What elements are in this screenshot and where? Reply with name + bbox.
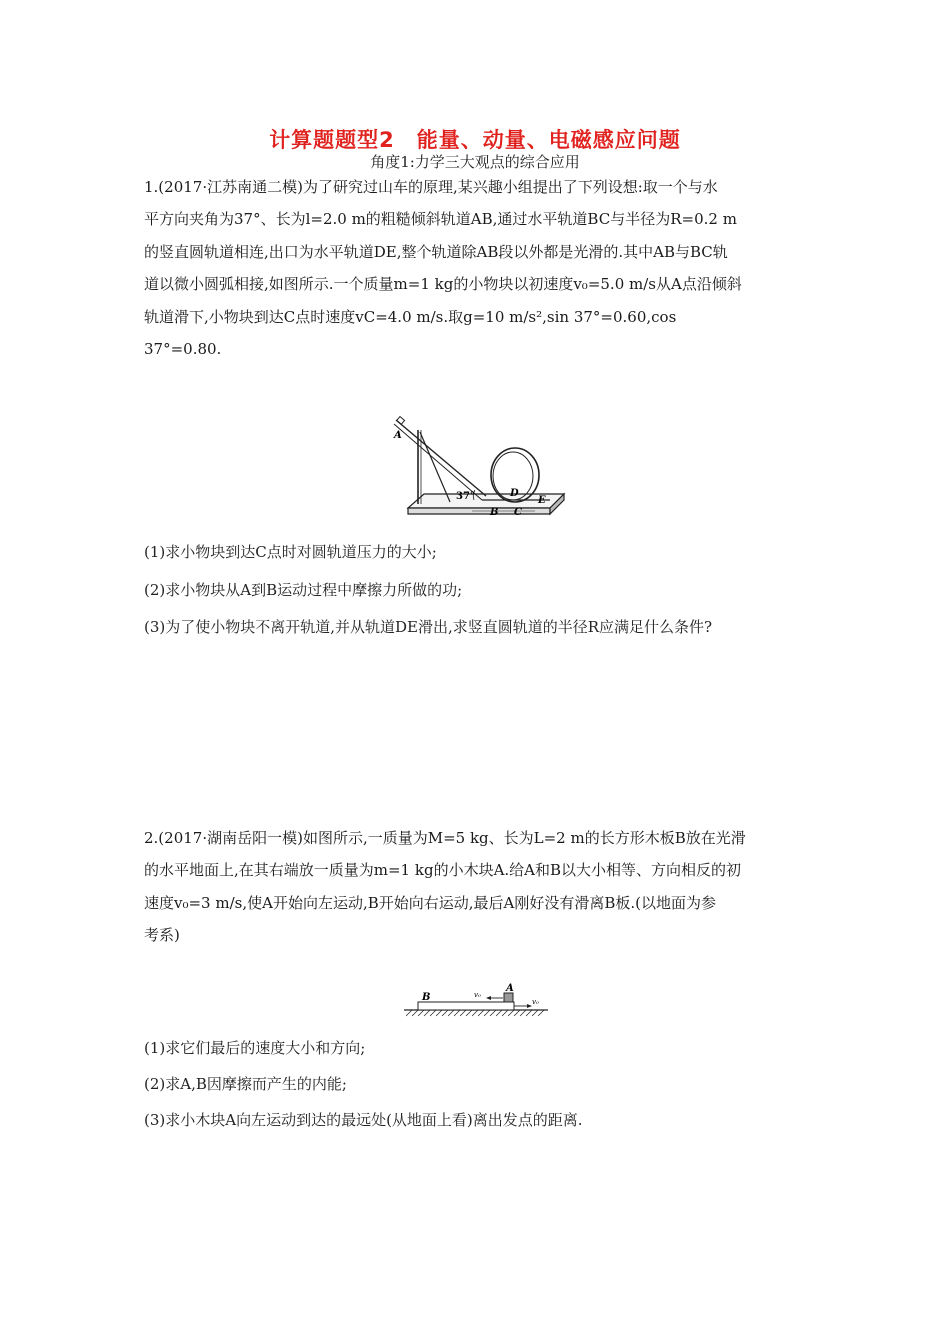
label-b: B bbox=[490, 507, 499, 518]
page-title: 计算题题型2 能量、动量、电磁感应问题 bbox=[269, 128, 681, 152]
incline-track-bottom bbox=[394, 424, 482, 500]
problem2-question-2: (2)求A,B因摩擦而产生的内能; bbox=[144, 1075, 347, 1093]
problem1-question-2: (2)求小物块从A到B运动过程中摩擦力所做的功; bbox=[144, 581, 463, 599]
problem2-line: 速度v₀=3 m/s,使A开始向左运动,B开始向右运动,最后A刚好没有滑离B板.(以地面为参 bbox=[144, 893, 716, 912]
problem1-line: 平方向夹角为37°、长为l=2.0 m的粗糙倾斜轨道AB,通过水平轨道BC与半径为R=0.2 m bbox=[144, 210, 737, 229]
problem2-line: 的水平地面上,在其右端放一质量为m=1 kg的小木块A.给A和B以大小相等、方向相反的初 bbox=[144, 861, 742, 880]
roller-coaster-figure bbox=[390, 412, 570, 522]
label-angle: 37° bbox=[456, 491, 475, 502]
problem2-line: 考系) bbox=[144, 926, 180, 945]
problem1-line: 的竖直圆轨道相连,出口为水平轨道DE,整个轨道除AB段以外都是光滑的.其中AB与BC轨 bbox=[144, 242, 728, 261]
label-b: B bbox=[422, 992, 431, 1003]
label-e: E bbox=[538, 495, 546, 506]
board-block-figure bbox=[402, 980, 552, 1022]
problem2-line: 2.(2017·湖南岳阳一模)如图所示,一质量为M=5 kg、长为L=2 m的长方形木板B放在光滑 bbox=[144, 829, 746, 847]
label-d: D bbox=[510, 488, 519, 499]
problem2-text bbox=[144, 822, 808, 952]
problem1-line: 37°=0.80. bbox=[144, 340, 222, 359]
ground-hatching bbox=[406, 1010, 544, 1016]
problem1-question-3: (3)为了使小物块不离开轨道,并从轨道DE滑出,求竖直圆轨道的半径R应满足什么条件? bbox=[144, 618, 713, 636]
label-v-right: v₀ bbox=[532, 998, 539, 1006]
support-brace bbox=[420, 432, 450, 502]
section-subtitle: 角度1:力学三大观点的综合应用 bbox=[370, 153, 580, 171]
problem1-question-1: (1)求小物块到达C点时对圆轨道压力的大小; bbox=[144, 543, 437, 561]
label-a: A bbox=[394, 430, 402, 441]
label-a: A bbox=[506, 983, 514, 994]
problem1-line: 道以微小圆弧相接,如图所示.一个质量m=1 kg的小物块以初速度v₀=5.0 m/s从A点沿倾斜 bbox=[144, 275, 742, 294]
problem2-question-3: (3)求小木块A向左运动到达的最远处(从地面上看)离出发点的距离. bbox=[144, 1111, 583, 1129]
problem1-line: 1.(2017·江苏南通二模)为了研究过山车的原理,某兴趣小组提出了下列设想:取一个与水 bbox=[144, 178, 718, 196]
problem1-text bbox=[144, 171, 808, 365]
label-c: C bbox=[514, 507, 522, 518]
problem2-question-1: (1)求它们最后的速度大小和方向; bbox=[144, 1039, 366, 1057]
block-a bbox=[397, 417, 405, 425]
incline-track-top bbox=[396, 420, 486, 496]
problem1-line: 轨道滑下,小物块到达C点时速度vC=4.0 m/s.取g=10 m/s²,sin 37°=0.60,cos bbox=[144, 307, 677, 326]
label-v-left: v₀ bbox=[474, 991, 481, 999]
board-b bbox=[418, 1002, 514, 1010]
arrow-left-head bbox=[486, 996, 491, 1000]
block-a bbox=[504, 993, 513, 1002]
